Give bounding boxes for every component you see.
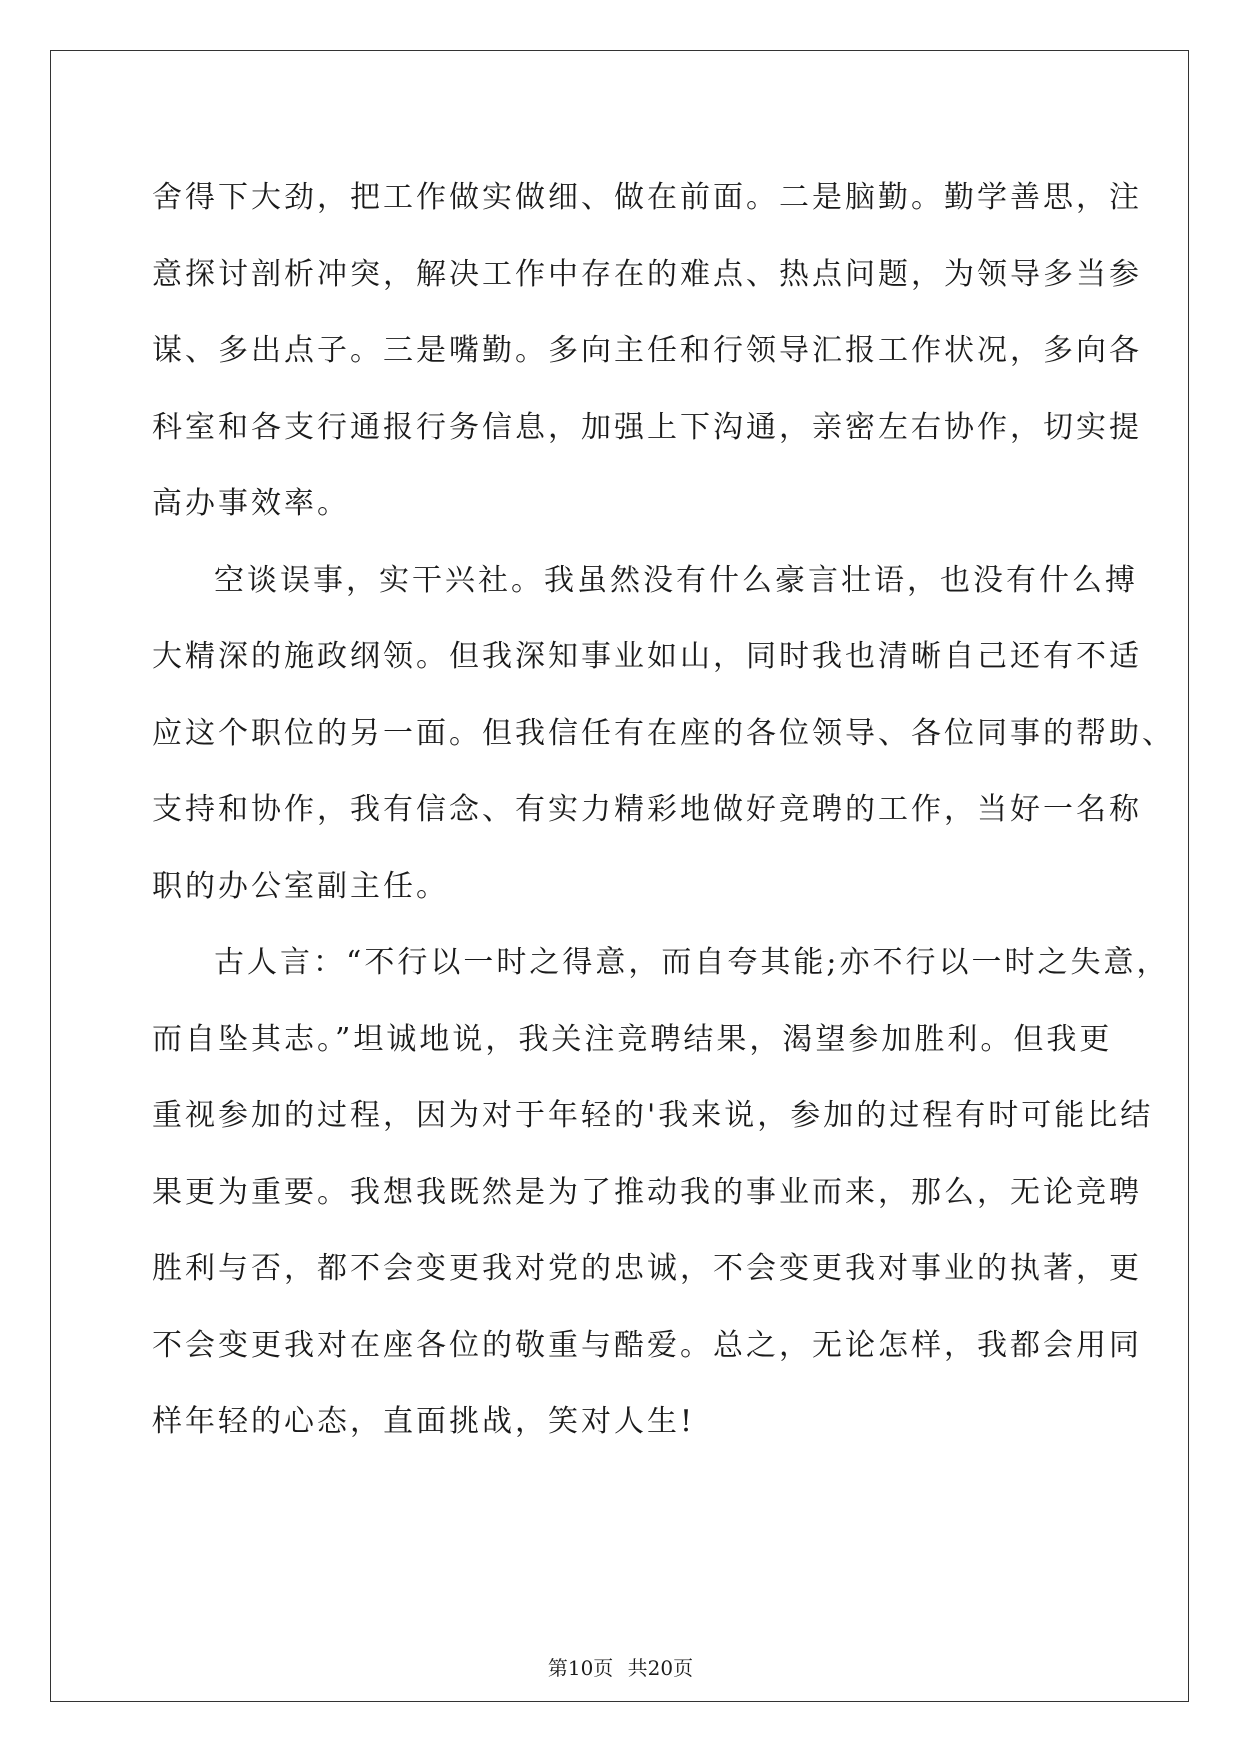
- text-line: 样年轻的心态，直面挑战，笑对人生!: [152, 1404, 696, 1439]
- text-line: 科室和各支行通报行务信息，加强上下沟通，亲密左右协作，切实提: [152, 409, 1142, 445]
- text-line: 胜利与否，都不会变更我对党的忠诚，不会变更我对事业的执著，更: [152, 1251, 1142, 1286]
- total-pages-label: 共20页: [627, 1656, 694, 1680]
- text-line: 支持和协作，我有信念、有实力精彩地做好竞聘的工作，当好一名称: [152, 792, 1142, 827]
- text-line: 大精深的施政纲领。但我深知事业如山，同时我也清晰自己还有不适: [152, 639, 1142, 674]
- text-line: 谋、多出点子。三是嘴勤。多向主任和行领导汇报工作状况，多向各: [152, 333, 1142, 368]
- text-line: 高办事效率。: [152, 486, 350, 521]
- text-line: 不会变更我对在座各位的敬重与酷爱。总之，无论怎样，我都会用同: [152, 1327, 1142, 1363]
- text-line: 而自坠其志。”坦诚地说，我关注竞聘结果，渴望参加胜利。但我更: [152, 1021, 1113, 1057]
- text-line: 果更为重要。我想我既然是为了推动我的事业而来，那么，无论竞聘: [152, 1174, 1142, 1210]
- text-line: 重视参加的过程，因为对于年轻的'我来说，参加的过程有时可能比结: [152, 1098, 1154, 1133]
- paragraph-first-line: 古人言：“不行以一时之得意，而自夸其能;亦不行以一时之失意，: [214, 945, 1170, 980]
- text-line: 意探讨剖析冲突，解决工作中存在的难点、热点问题，为领导多当参: [152, 256, 1142, 292]
- text-line: 舍得下大劲，把工作做实做细、做在前面。二是脑勤。勤学善思，注: [152, 180, 1142, 215]
- current-page-label: 第10页: [547, 1656, 614, 1680]
- text-line: 应这个职位的另一面。但我信任有在座的各位领导、各位同事的帮助、: [152, 715, 1175, 751]
- page-footer: [0, 1652, 1241, 1681]
- body-text: [152, 160, 1175, 1461]
- paragraph-first-line: 空谈误事，实干兴社。我虽然没有什么豪言壮语，也没有什么搏: [214, 562, 1138, 598]
- text-line: 职的办公室副主任。: [152, 868, 449, 904]
